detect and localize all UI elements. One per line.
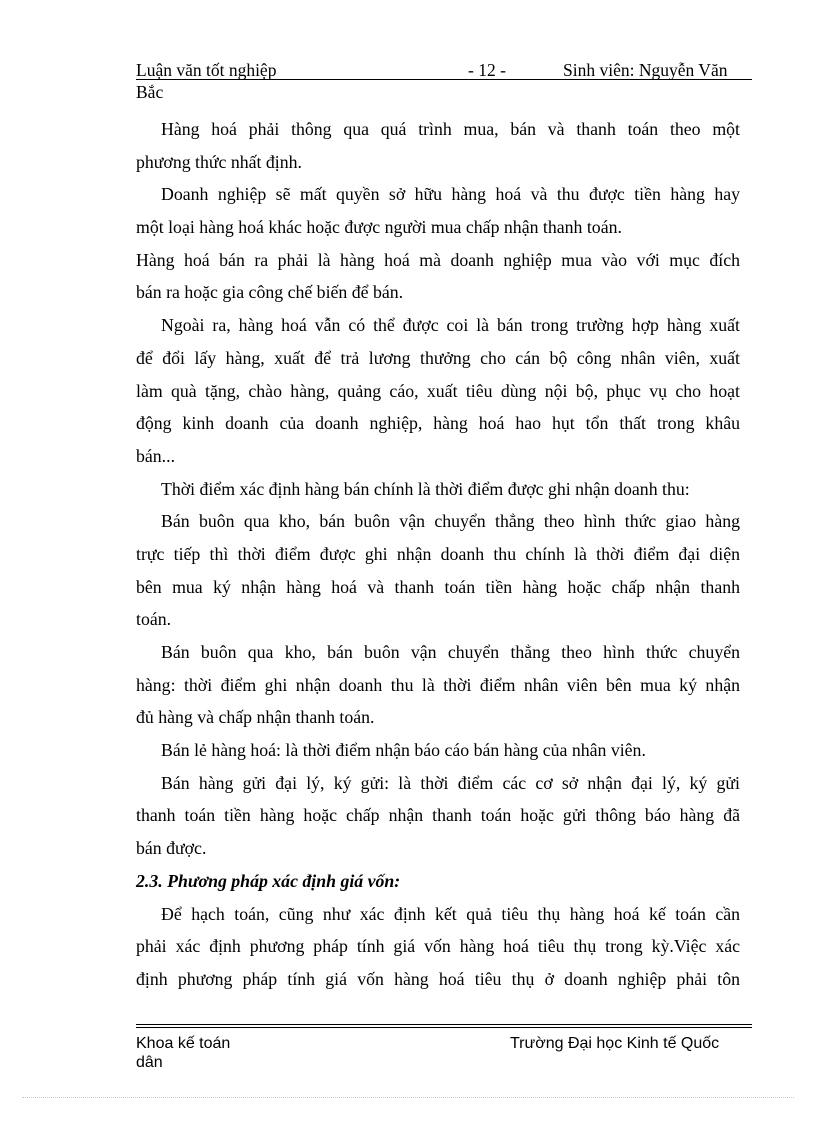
text-line: một loại hàng hoá khác hoặc được người mua chấp nhận thanh toán. [136, 217, 622, 238]
header-page-number: - 12 - [468, 60, 506, 80]
text-line: Hàng hoá phải thông qua quá trình mua, bán và thanh toán theo một [161, 119, 740, 139]
text-line: bán... [136, 445, 176, 466]
text-line: phương thức nhất định. [136, 151, 302, 172]
text-line: Doanh nghiệp sẽ mất quyền sở hữu hàng hoá và thu được tiền hàng hay [161, 184, 740, 205]
text-line: Bán lẻ hàng hoá: là thời điểm nhận báo cáo bán hàng của nhân viên. [161, 740, 646, 761]
section-heading: 2.3. Phương pháp xác định giá vốn: [136, 870, 401, 891]
text-line: Ngoài ra, hàng hoá vẫn có thể được coi là bán trong trường hợp hàng xuất [161, 315, 740, 336]
text-line: hàng: thời điểm ghi nhận doanh thu là thời điểm nhân viên bên mua ký nhận [136, 674, 740, 695]
header-student-name-continued: Bắc [136, 82, 164, 102]
header-thesis-title: Luận văn tốt nghiệp [136, 60, 277, 80]
text-line: toán. [136, 609, 172, 630]
text-line: Bán hàng gửi đại lý, ký gửi: là thời điểm các cơ sở nhận đại lý, ký gửi [161, 772, 740, 793]
text-line: bán được. [136, 838, 207, 859]
page-bottom-border [22, 1097, 794, 1098]
text-line: Bán buôn qua kho, bán buôn vận chuyển thẳng theo hình thức giao hàng [161, 511, 740, 532]
text-line: để đổi lấy hàng, xuất để trả lương thưởng cho cán bộ công nhân viên, xuất [136, 347, 740, 368]
footer-university-continued: dân [136, 1054, 163, 1071]
text-line: Để hạch toán, cũng như xác định kết quả tiêu thụ hàng hoá kế toán cần [161, 903, 740, 924]
header-rule [136, 79, 752, 80]
footer-rule-top [136, 1024, 752, 1025]
text-line: động kinh doanh của doanh nghiệp, hàng hoá hao hụt tổn thất trong khâu [136, 413, 740, 434]
body-text [136, 113, 740, 996]
text-line: trực tiếp thì thời điểm được ghi nhận doanh thu chính là thời điểm đại diện [136, 543, 740, 564]
header-student-name: Sinh viên: Nguyễn Văn [563, 60, 728, 80]
text-line: bán ra hoặc gia công chế biến để bán. [136, 282, 404, 303]
text-line: Bán buôn qua kho, bán buôn vận chuyển thẳng theo hình thức chuyển [161, 642, 740, 662]
text-line: Hàng hoá bán ra phải là hàng hoá mà doanh nghiệp mua vào với mục đích [136, 249, 740, 270]
footer-rule-bottom [136, 1027, 752, 1028]
text-line: định phương pháp tính giá vốn hàng hoá tiêu thụ ở doanh nghiệp phải tôn [136, 968, 740, 989]
text-line: Thời điểm xác định hàng bán chính là thời điểm được ghi nhận doanh thu: [161, 478, 690, 499]
footer-university: Trường Đại học Kinh tế Quốc [510, 1035, 720, 1052]
text-line: phải xác định phương pháp tính giá vốn hàng hoá tiêu thụ trong kỳ.Việc xác [136, 936, 740, 957]
text-line: thanh toán tiền hàng hoặc chấp nhận thanh toán hoặc gửi thông báo hàng đã [136, 805, 740, 826]
footer-faculty: Khoa kế toán [136, 1035, 231, 1052]
text-line: bên mua ký nhận hàng hoá và thanh toán tiền hàng hoặc chấp nhận thanh [136, 576, 740, 597]
text-line: đủ hàng và chấp nhận thanh toán. [136, 707, 375, 728]
text-line: làm quà tặng, chào hàng, quảng cáo, xuất tiêu dùng nội bộ, phục vụ cho hoạt [136, 380, 740, 401]
